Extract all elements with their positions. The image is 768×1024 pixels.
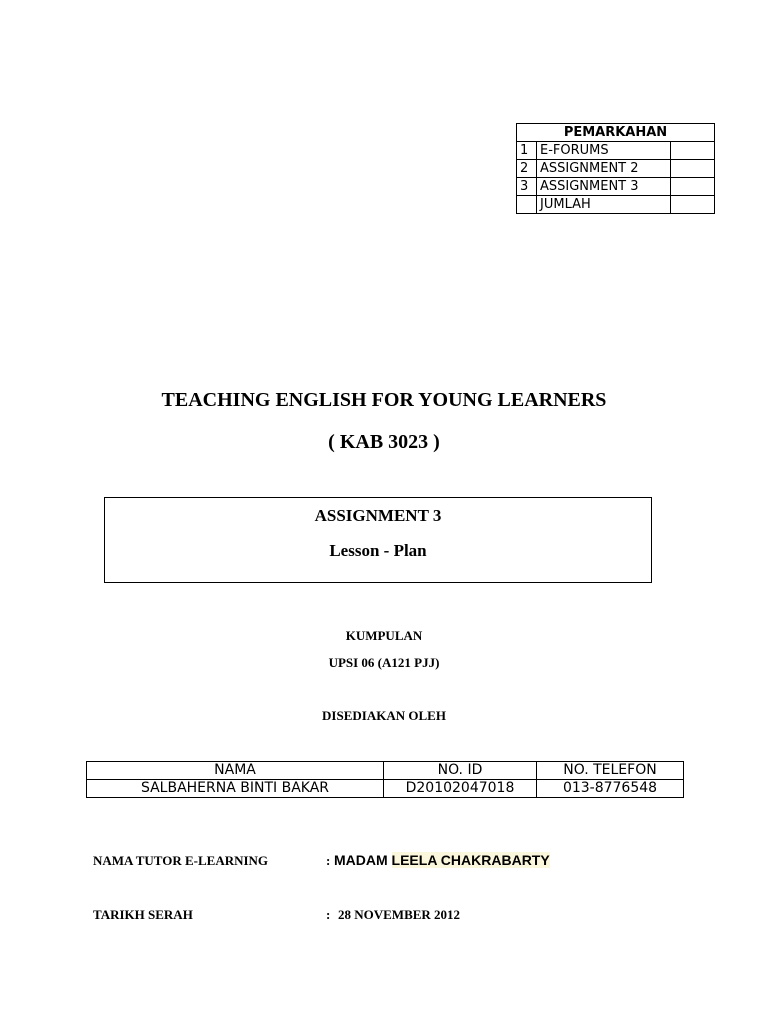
marks-row-score	[671, 196, 715, 214]
student-id: D20102047018	[384, 780, 537, 798]
tutor-title: MADAM	[334, 852, 388, 868]
marks-row-label: ASSIGNMENT 3	[537, 178, 671, 196]
student-phone: 013-8776548	[537, 780, 684, 798]
student-table-header-row	[87, 762, 684, 780]
assignment-box	[104, 497, 652, 583]
column-header-id: NO. ID	[384, 762, 537, 780]
marks-row	[517, 160, 715, 178]
student-table	[86, 761, 684, 798]
tutor-separator: :	[326, 853, 331, 868]
tutor-name: LEELA CHAKRABARTY	[391, 852, 550, 868]
submission-separator: :	[326, 907, 331, 922]
assignment-title: ASSIGNMENT 3	[314, 506, 442, 525]
group-value: UPSI 06 (A121 PJJ)	[328, 655, 440, 670]
course-title: TEACHING ENGLISH FOR YOUNG LEARNERS	[161, 389, 607, 411]
prepared-by-label: DISEDIAKAN OLEH	[322, 708, 446, 723]
marks-row-score	[671, 178, 715, 196]
marks-row-number: 1	[517, 142, 537, 160]
marks-row-number: 2	[517, 160, 537, 178]
marks-row-score	[671, 142, 715, 160]
marks-table	[516, 123, 715, 214]
marks-header: PEMARKAHAN	[517, 124, 715, 142]
course-code: ( KAB 3023 )	[328, 431, 440, 453]
assignment-subtitle: Lesson - Plan	[329, 541, 427, 560]
submission-label: TARIKH SERAH	[93, 907, 193, 922]
submission-date: 28 NOVEMBER 2012	[338, 907, 461, 922]
column-header-phone: NO. TELEFON	[537, 762, 684, 780]
table-row	[87, 780, 684, 798]
marks-row-number	[517, 196, 537, 214]
tutor-label: NAMA TUTOR E-LEARNING	[93, 853, 269, 868]
marks-row	[517, 178, 715, 196]
marks-header-row	[517, 124, 715, 142]
marks-row-label: JUMLAH	[537, 196, 671, 214]
marks-row-label: ASSIGNMENT 2	[537, 160, 671, 178]
tutor-value	[334, 852, 550, 868]
marks-row-number: 3	[517, 178, 537, 196]
group-label: KUMPULAN	[345, 628, 423, 643]
marks-total-row	[517, 196, 715, 214]
marks-row-score	[671, 160, 715, 178]
marks-row-label: E-FORUMS	[537, 142, 671, 160]
student-name: SALBAHERNA BINTI BAKAR	[87, 780, 384, 798]
column-header-name: NAMA	[87, 762, 384, 780]
marks-row	[517, 142, 715, 160]
